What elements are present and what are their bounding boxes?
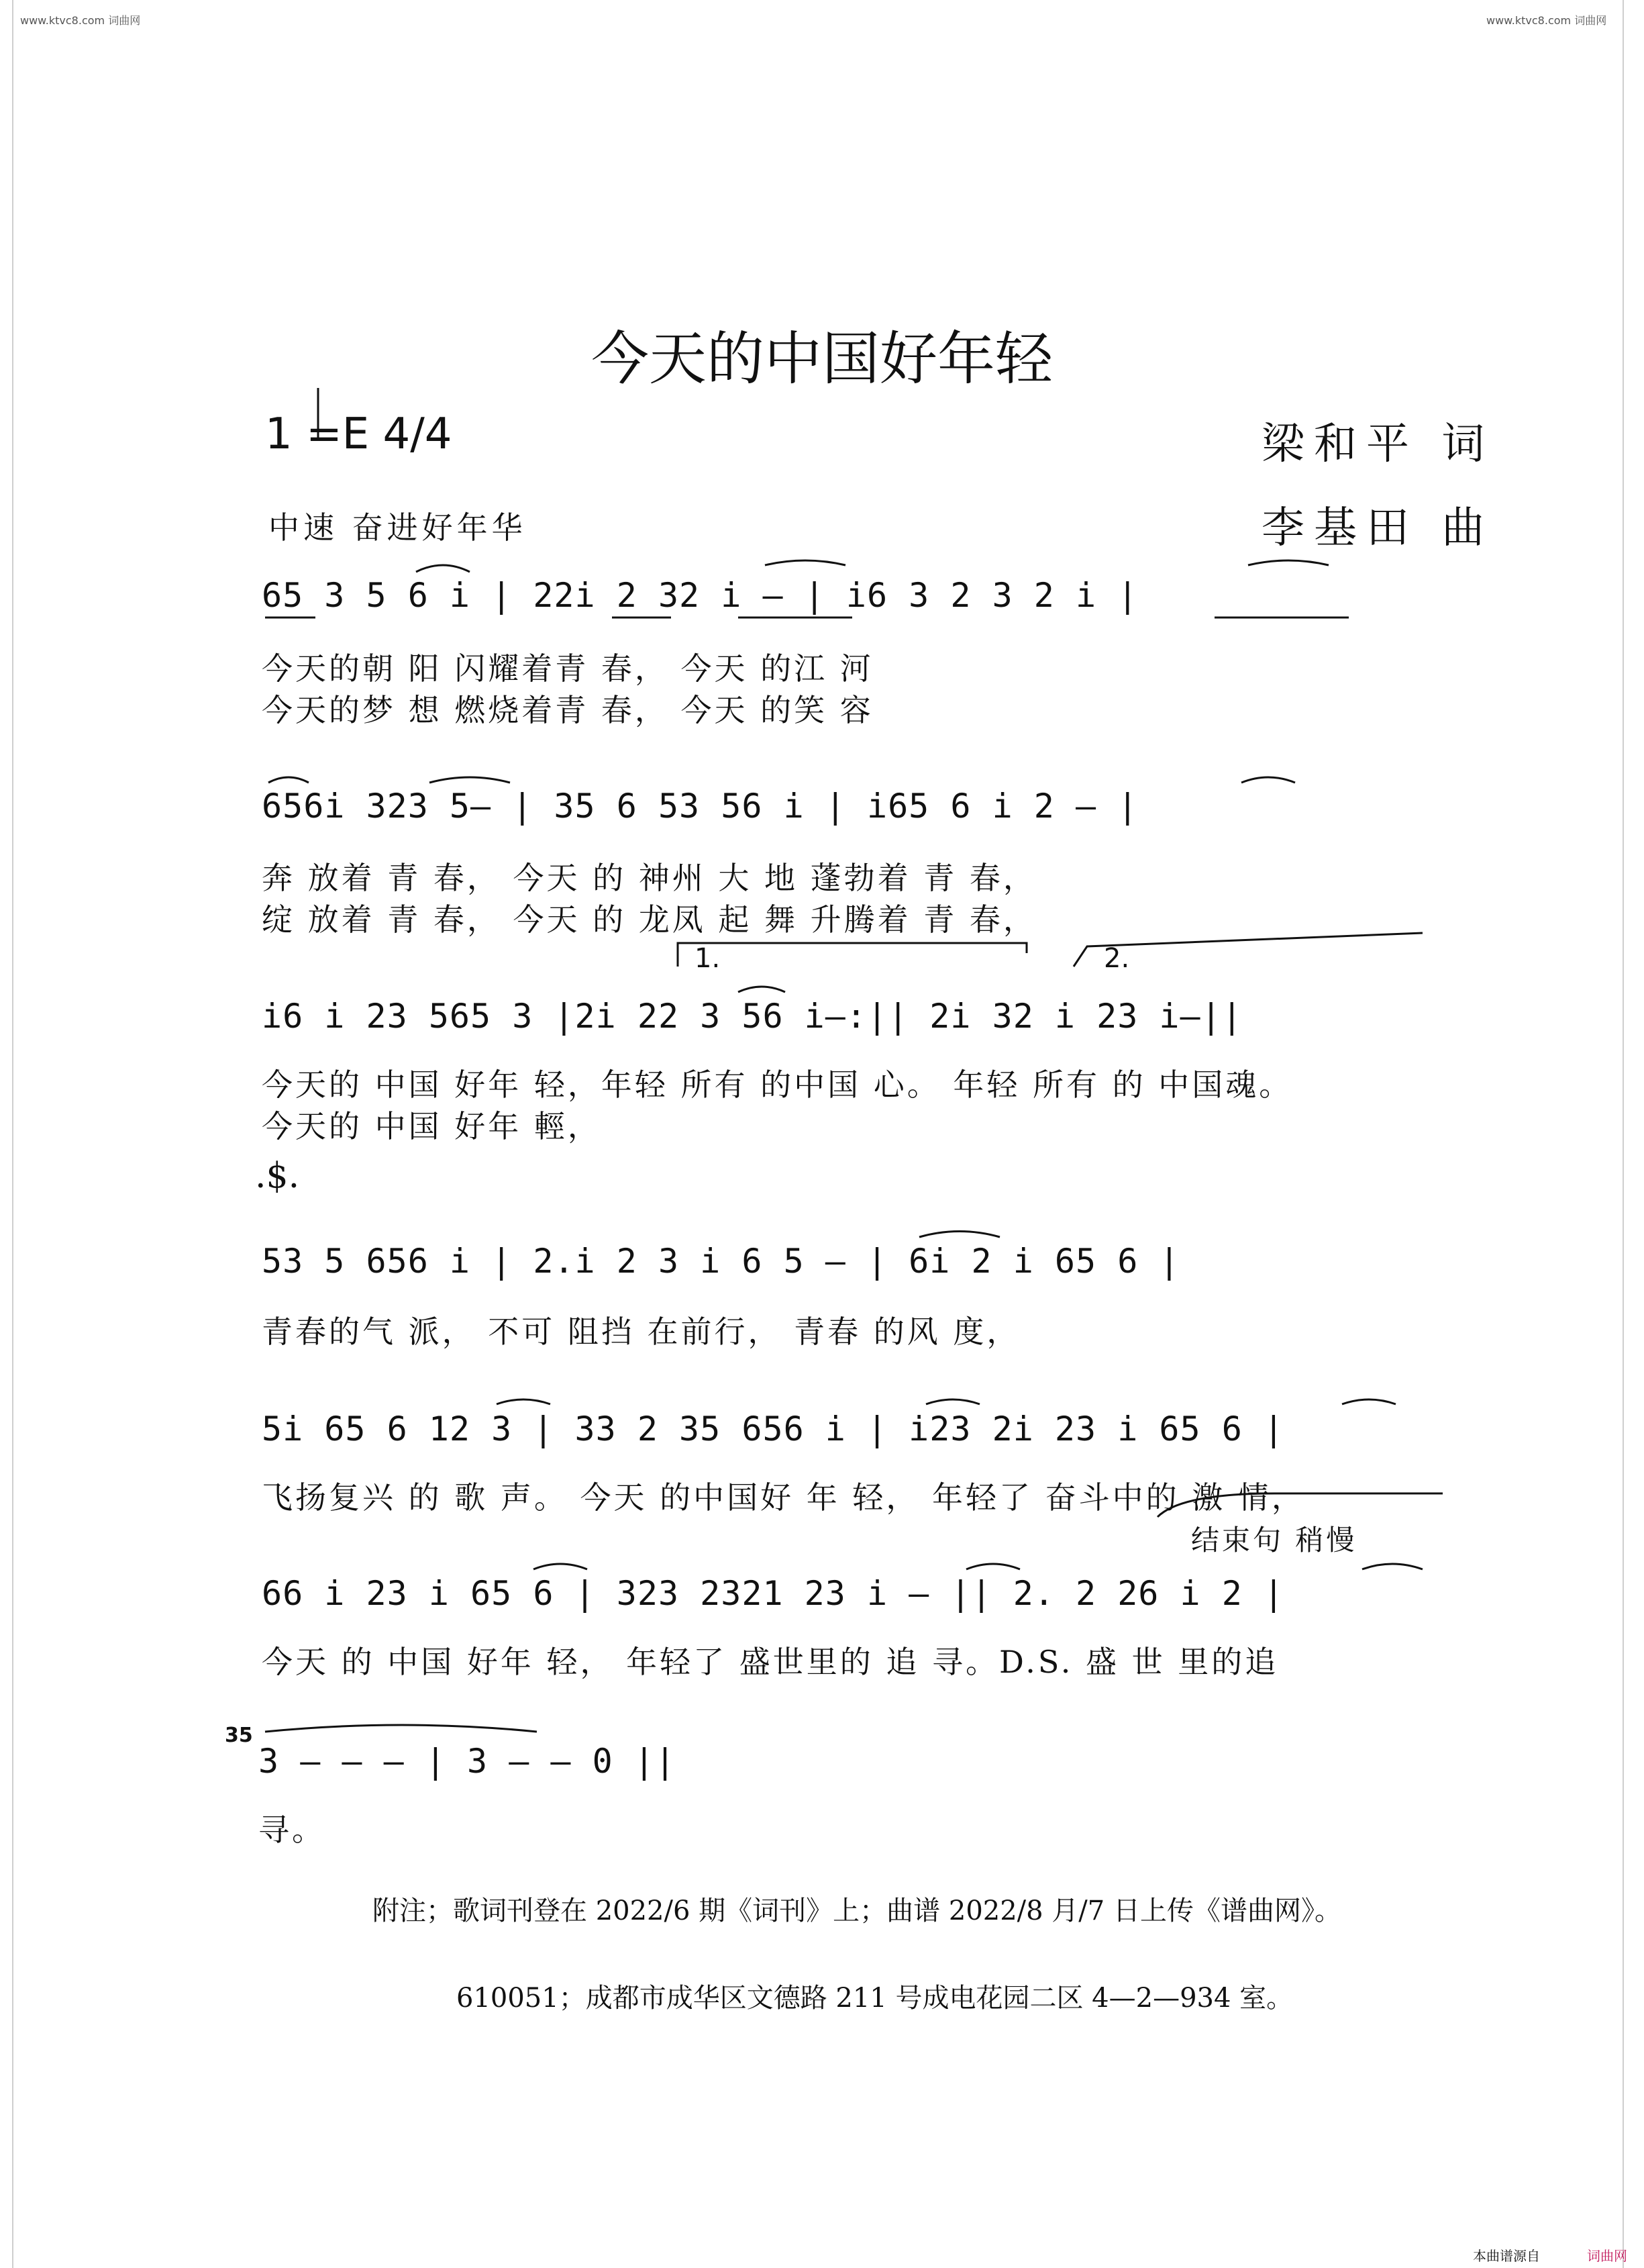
tie-mark [1241, 777, 1295, 783]
first-ending-bracket [678, 943, 1027, 967]
key-signature: 1 =E 4/4 [265, 409, 452, 459]
notation-line-2: 656i 323 5— | 35 6 53 56 i | i65 6 i 2 — | [262, 787, 1139, 826]
source-tag: 本曲谱源自 [1473, 2248, 1540, 2264]
second-ending-bracket [1074, 933, 1423, 967]
tie-mark [738, 987, 785, 992]
lyric-line-1a: 今天的朝 阳 闪耀着青 春， 今天 的江 河 [262, 650, 874, 687]
lyric-line-2a: 奔 放着 青 春， 今天 的 神州 大 地 蓬勃着 青 春， [262, 860, 1037, 896]
notation-line-3: i6 i 23 565 3 |2i 22 3 56 i—:|| 2i 32 i 23 i—|| [262, 997, 1243, 1036]
lyric-line-3a: 今天的 中国 好年 轻，年轻 所有 的中国 心。 年轻 所有 的 中国魂。 [262, 1067, 1293, 1103]
song-title: 今天的中国好年轻 [591, 326, 1053, 393]
segno-sign: .$. [255, 1156, 300, 1196]
lyricist-credit: 梁和平 词 [1262, 420, 1494, 469]
slur-annotation [1158, 1493, 1443, 1517]
ending-annotation: 结束句 稍慢 [1191, 1524, 1357, 1557]
notation-line-6: 66 i 23 i 65 6 | 323 2321 23 i — || 2. 2 26 i 2 | [262, 1574, 1285, 1613]
tie-mark [926, 1399, 980, 1404]
site-header-right: www.ktvc8.com 词曲网 [1486, 14, 1607, 27]
site-header-left: www.ktvc8.com 词曲网 [20, 14, 141, 27]
lyric-line-7: 寻。 [258, 1812, 325, 1848]
second-ending-label: 2. [1104, 943, 1130, 974]
tie-mark [966, 1564, 1020, 1569]
tie-mark [497, 1399, 550, 1404]
tie-mark [1362, 1564, 1423, 1569]
tie-mark [1342, 1399, 1396, 1404]
notation-line-5: 5i 65 6 12 3 | 33 2 35 656 i | i23 2i 23 i 65 6 | [262, 1410, 1285, 1448]
composer-credit: 李基田 曲 [1262, 503, 1494, 553]
notation-line-7: 3 — — — | 3 — — 0 || [258, 1742, 676, 1781]
tie-mark [268, 777, 309, 783]
tie-mark [1248, 560, 1329, 565]
tie-mark [919, 1232, 1000, 1238]
lyric-line-4: 青春的气 派， 不可 阻挡 在前行， 青春 的风 度， [262, 1314, 1021, 1350]
footer-address: 610051；成都市成华区文德路 211 号成电花园二区 4—2—934 室。 [456, 1983, 1294, 2014]
tie-mark [765, 560, 845, 565]
notation-line-1: 65 3 5 6 i | 22i 2 32 i — | i6 3 2 3 2 i | [262, 576, 1139, 615]
grace-notes: 35 [225, 1724, 253, 1747]
footer-note: 附注；歌词刊登在 2022/6 期《词刊》上；曲谱 2022/8 月/7 日上传《谱曲网》。 [372, 1895, 1341, 1926]
lyric-line-2b: 绽 放着 青 春， 今天 的 龙凤 起 舞 升腾着 青 春， [262, 901, 1037, 938]
tie-mark [265, 1725, 537, 1732]
lyric-line-3b: 今天的 中国 好年 輕， [262, 1108, 601, 1144]
tie-mark [429, 777, 510, 783]
tie-mark [533, 1564, 587, 1569]
first-ending-label: 1. [695, 943, 721, 974]
site-tag: 词曲网 [1587, 2248, 1627, 2264]
notation-line-4: 53 5 656 i | 2.i 2 3 i 6 5 — | 6i 2 i 65 6 | [262, 1242, 1180, 1281]
lyric-line-1b: 今天的梦 想 燃烧着青 春， 今天 的笑 容 [262, 692, 874, 728]
lyric-line-5: 飞扬复兴 的 歌 声。 今天 的中国好 年 轻， 年轻了 奋斗中的 激 情， [262, 1479, 1305, 1516]
tempo-marking: 中速 奋进好年华 [268, 509, 527, 546]
lyric-line-6: 今天 的 中国 好年 轻， 年轻了 盛世里的 追 寻。D.S. 盛 世 里的追 [262, 1644, 1279, 1680]
tie-mark [416, 565, 470, 572]
